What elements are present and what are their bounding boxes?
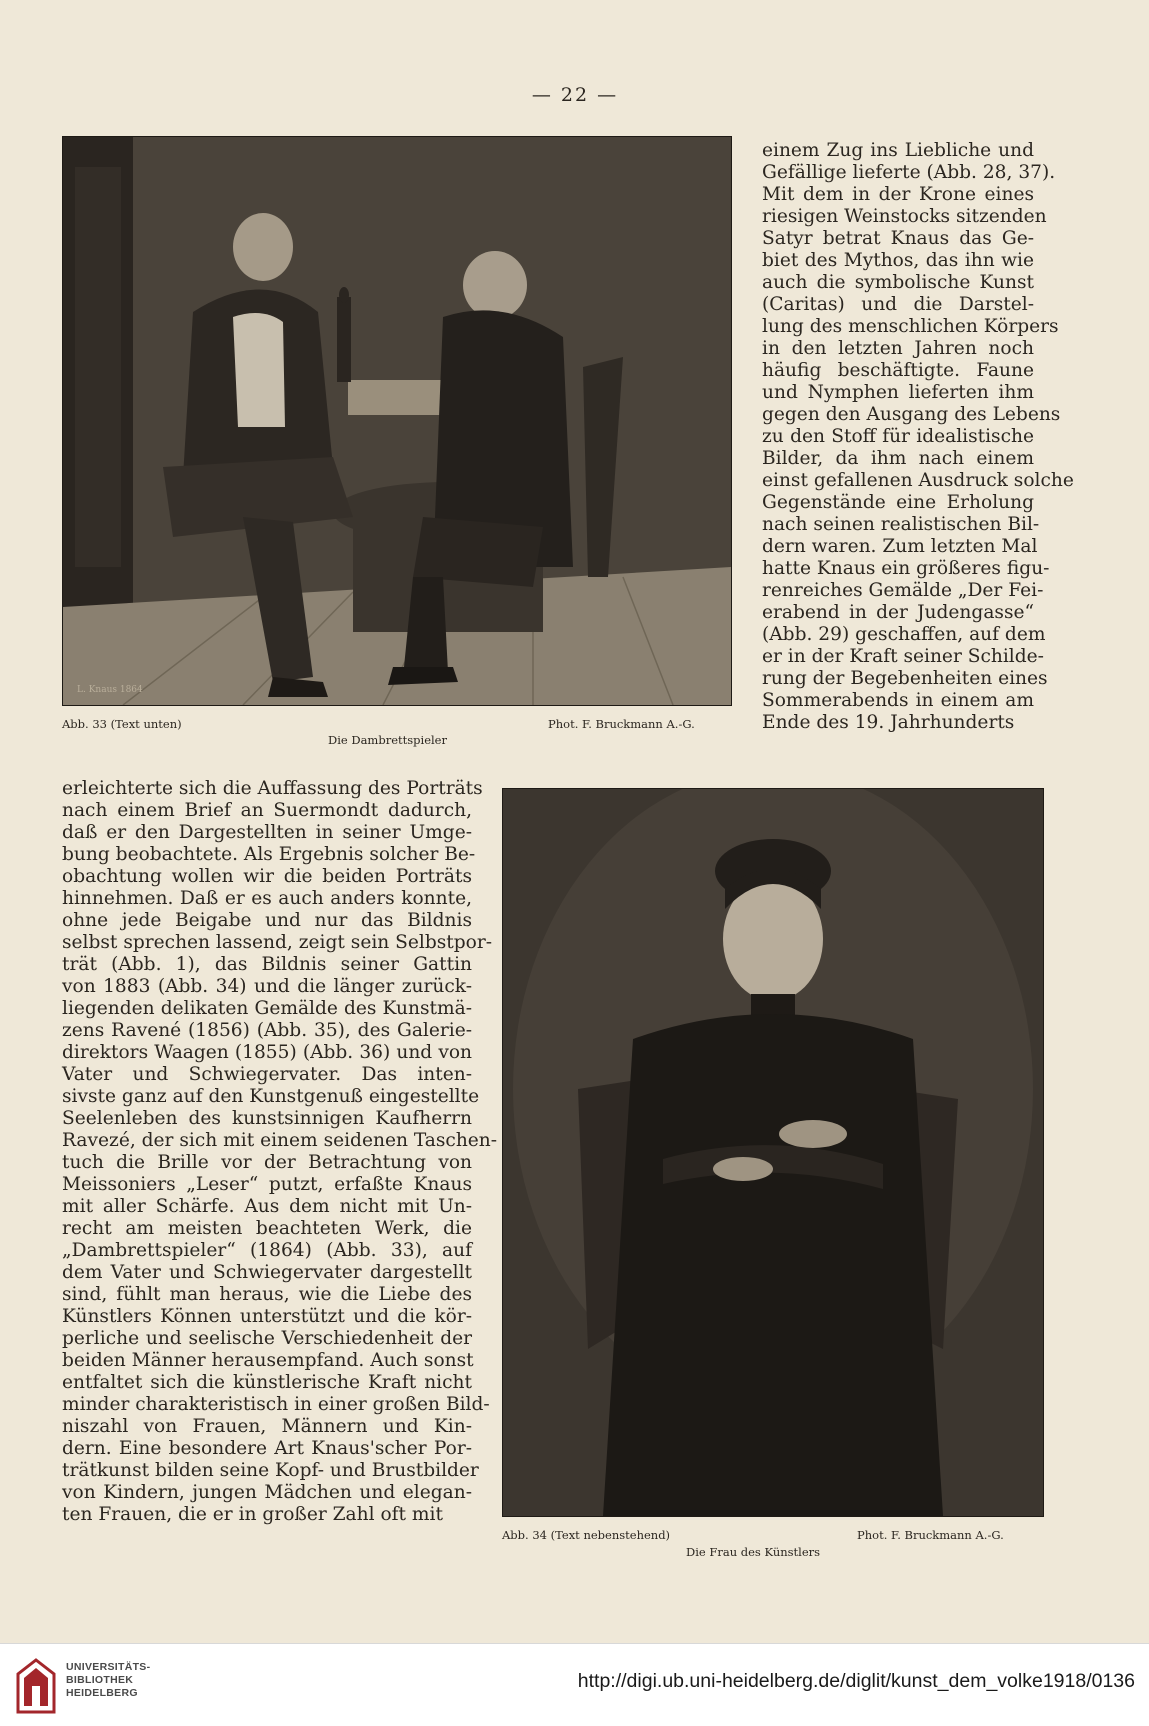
text-line: biet des Mythos, das ihn wie: [762, 250, 1034, 271]
source-url-link[interactable]: http://digi.ub.uni-heidelberg.de/diglit/kunst_dem_volke1918/0136: [577, 1670, 1135, 1692]
text-line: tuch die Brille vor der Betrachtung von: [62, 1152, 472, 1173]
text-line: erabend in der Judengasse“: [762, 602, 1034, 623]
text-line: in den letzten Jahren noch: [762, 338, 1034, 359]
page-number: — 22 —: [531, 84, 619, 106]
text-line: nach einem Brief an Suermondt dadurch,: [62, 800, 472, 821]
text-line: Sommerabends in einem am: [762, 690, 1034, 711]
text-line: mit aller Schärfe. Aus dem nicht mit Un-: [62, 1196, 472, 1217]
text-line: Seelenleben des kunstsinnigen Kaufherrn: [62, 1108, 472, 1129]
left-text-column: [62, 778, 498, 1526]
logo-line: UNIVERSITÄTS-: [66, 1661, 151, 1673]
text-line: Bilder, da ihm nach einem: [762, 448, 1034, 469]
text-line: (Caritas) und die Darstel-: [762, 294, 1034, 315]
text-line: selbst sprechen lassend, zeigt sein Selbstpor-: [62, 932, 493, 953]
text-line: lung des menschlichen Körpers: [762, 316, 1059, 337]
text-line: perliche und seelische Verschiedenheit der: [62, 1328, 472, 1349]
text-line: liegenden delikaten Gemälde des Kunstmä-: [62, 998, 472, 1019]
figure-34-credit: Phot. F. Bruckmann A.-G.: [857, 1528, 1004, 1542]
text-line: von 1883 (Abb. 34) und die länger zurück-: [62, 976, 472, 997]
text-line: zu den Stoff für idealistische: [762, 426, 1034, 447]
figure-33-credit: Phot. F. Bruckmann A.-G.: [548, 717, 695, 731]
text-line: zens Ravené (1856) (Abb. 35), des Galerie-: [62, 1020, 472, 1041]
text-line: sivste ganz auf den Kunstgenuß eingestellte: [62, 1086, 480, 1107]
text-line: einst gefallenen Ausdruck solche: [762, 470, 1074, 491]
text-line: von Kindern, jungen Mädchen und elegan-: [62, 1482, 472, 1503]
text-line: gegen den Ausgang des Lebens: [762, 404, 1061, 425]
text-line: Vater und Schwiegervater. Das inten-: [62, 1064, 472, 1085]
checkers-players-painting: [63, 137, 731, 705]
text-line: obachtung wollen wir die beiden Porträts: [62, 866, 472, 887]
text-line: rung der Begebenheiten eines: [762, 668, 1048, 689]
text-line: riesigen Weinstocks sitzenden: [762, 206, 1047, 227]
text-line: Satyr betrat Knaus das Ge-: [762, 228, 1034, 249]
text-line: Meissoniers „Leser“ putzt, erfaßte Knaus: [62, 1174, 472, 1195]
text-line: auch die symbolische Kunst: [762, 272, 1034, 293]
text-line: Gefällige lieferte (Abb. 28, 37).: [762, 162, 1056, 183]
text-line: bung beobachtete. Als Ergebnis solcher Be-: [62, 844, 476, 865]
figure-33-title: Die Dambrettspieler: [328, 733, 447, 747]
library-footer: [0, 1643, 1149, 1726]
text-line: und Nymphen lieferten ihm: [762, 382, 1034, 403]
text-line: „Dambrettspieler“ (1864) (Abb. 33), auf: [62, 1240, 472, 1261]
text-line: er in der Kraft seiner Schilde-: [762, 646, 1044, 667]
figure-33-image: [62, 136, 732, 706]
figure-34-image: [502, 788, 1044, 1517]
text-line: (Abb. 29) geschaffen, auf dem: [762, 624, 1046, 645]
text-line: hatte Knaus ein größeres figu-: [762, 558, 1050, 579]
text-line: daß er den Dargestellten in seiner Umge-: [62, 822, 472, 843]
text-line: dem Vater und Schwiegervater dargestellt: [62, 1262, 472, 1283]
library-logo-text: [66, 1661, 150, 1700]
university-library-logo-icon: [14, 1656, 58, 1714]
text-line: dern waren. Zum letzten Mal: [762, 536, 1038, 557]
figure-33-label: Abb. 33 (Text unten): [62, 717, 182, 731]
text-line: einem Zug ins Liebliche und: [762, 140, 1034, 161]
text-line: ten Frauen, die er in großer Zahl oft mit: [62, 1504, 443, 1525]
text-line: entfaltet sich die künstlerische Kraft nicht: [62, 1372, 472, 1393]
text-line: beiden Männer herausempfand. Auch sonst: [62, 1350, 474, 1371]
text-line: ohne jede Beigabe und nur das Bildnis: [62, 910, 472, 931]
logo-line: BIBLIOTHEK: [66, 1674, 134, 1686]
text-line: sind, fühlt man heraus, wie die Liebe des: [62, 1284, 472, 1305]
text-line: Mit dem in der Krone eines: [762, 184, 1034, 205]
text-line: trät (Abb. 1), das Bildnis seiner Gattin: [62, 954, 472, 975]
text-line: direktors Waagen (1855) (Abb. 36) und von: [62, 1042, 472, 1063]
text-line: häufig beschäftigte. Faune: [762, 360, 1034, 381]
text-line: minder charakteristisch in einer großen Bild-: [62, 1394, 490, 1415]
text-line: Gegenstände eine Erholung: [762, 492, 1034, 513]
painting-signature: L. Knaus 1864: [77, 685, 143, 695]
text-line: erleichterte sich die Auffassung des Porträts: [62, 778, 483, 799]
text-line: trätkunst bilden seine Kopf- und Brustbilder: [62, 1460, 479, 1481]
text-line: nach seinen realistischen Bil-: [762, 514, 1040, 535]
text-line: hinnehmen. Daß er es auch anders konnte,: [62, 888, 472, 909]
text-line: renreiches Gemälde „Der Fei-: [762, 580, 1044, 601]
text-line: recht am meisten beachteten Werk, die: [62, 1218, 472, 1239]
text-line: Ravezé, der sich mit einem seidenen Taschen-: [62, 1130, 498, 1151]
text-line: niszahl von Frauen, Männern und Kin-: [62, 1416, 472, 1437]
logo-line: HEIDELBERG: [66, 1687, 138, 1699]
text-line: dern. Eine besondere Art Knaus'scher Por-: [62, 1438, 472, 1459]
figure-34-label: Abb. 34 (Text nebenstehend): [502, 1528, 671, 1542]
portrait-painting: [503, 789, 1043, 1516]
figure-34-title: Die Frau des Künstlers: [686, 1545, 821, 1559]
right-text-column: [762, 140, 1074, 734]
text-line: Künstlers Können unterstützt und die kör-: [62, 1306, 472, 1327]
text-line: Ende des 19. Jahrhunderts: [762, 712, 1015, 733]
